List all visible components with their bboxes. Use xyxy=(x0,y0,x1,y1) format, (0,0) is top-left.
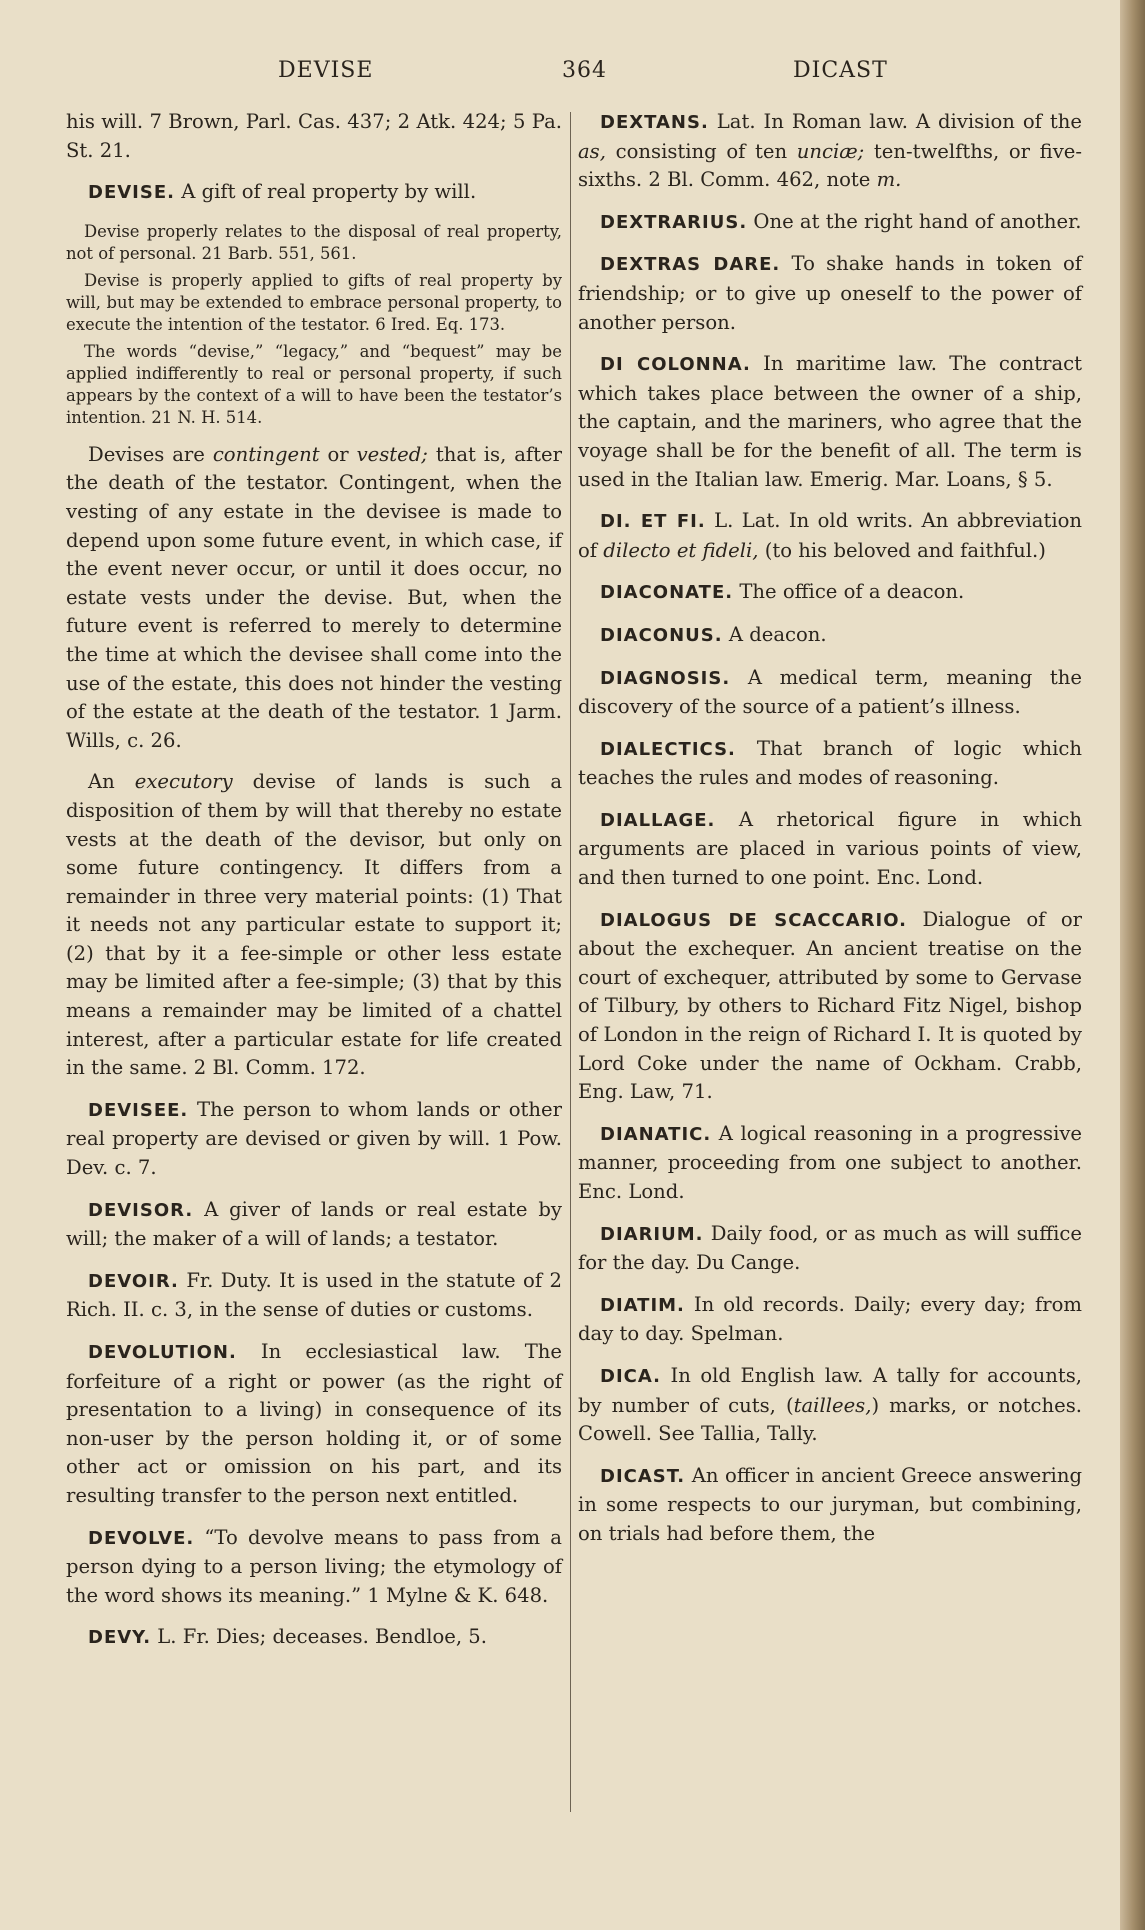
devise-paragraph xyxy=(66,768,562,1083)
entry-dianatic xyxy=(578,1120,1082,1207)
headword: DEVISEE. xyxy=(88,1099,189,1121)
right-guide-word: DICAST xyxy=(793,58,888,83)
entry-diatim xyxy=(578,1291,1082,1349)
headword: DEXTRARIUS. xyxy=(600,211,748,233)
entry-dicast xyxy=(578,1462,1082,1549)
definition: Dialogue of or about the exchequer. An ancient treatise on the court of exchequer, attributed by some to Gervase of Tilbury, by others to Richard Fitz Nigel, bishop of London in the reign of Richard I. It is quoted by Lord Coke under the name of Ockham. Crabb, Eng. Law, 71. xyxy=(578,907,1082,1104)
definition: Daily food, or as much as will suffice for the day. Du Cange. xyxy=(578,1221,1082,1275)
emphasis: as, xyxy=(578,139,606,163)
text: that is, after the death of the testator. Contingent, when the vesting of any estate in the devisee is made to depend upon some future event, in which case, if the event never occur, or until it does occur, no estate vests under the devise. But, when the future event is referred to merely to determine the time at which the devisee shall come into the use of the estate, this does not hinder the vesting of the estate at the death of the testator. 1 Jarm. Wills, c. 26. xyxy=(66,442,563,752)
text: ) marks, or notches. Cowell. See Tallia, Tally. xyxy=(578,1393,1082,1446)
headword: DIAGNOSIS. xyxy=(600,667,731,689)
headword: DIANATIC. xyxy=(600,1123,712,1145)
definition: L. Fr. Dies; deceases. Bendloe, 5. xyxy=(157,1625,488,1649)
text: (to his beloved and faithful.) xyxy=(758,538,1046,562)
headword: DEVISE. xyxy=(88,182,175,204)
headword: DI COLONNA. xyxy=(600,354,751,376)
devise-notes xyxy=(66,221,562,429)
text: ten-twelfths, or five-sixths. 2 Bl. Comm. 462, note xyxy=(578,139,1082,192)
entry-dialectics xyxy=(578,735,1082,793)
note: Devise properly relates to the disposal of real property, not of personal. 21 Barb. 551, 561. xyxy=(66,221,562,263)
text: or xyxy=(319,442,357,466)
book-gutter-edge xyxy=(1120,0,1145,1930)
entry-di-colonna xyxy=(578,350,1082,494)
emphasis: dilecto et fideli, xyxy=(603,538,759,562)
emphasis: m. xyxy=(876,168,902,192)
headword: DEVISOR. xyxy=(88,1199,194,1221)
definition: A gift of real property by will. xyxy=(181,180,477,204)
headword: DIATIM. xyxy=(600,1294,685,1316)
text: Devises are xyxy=(88,442,213,466)
entry-dextrarius xyxy=(578,208,1082,238)
headword: DEVOIR. xyxy=(88,1270,179,1292)
definition: A logical reasoning in a progressive manner, proceeding from one subject to another. Enc. Lond. xyxy=(578,1121,1083,1203)
entry-diarium xyxy=(578,1220,1082,1278)
headword: DI. ET FI. xyxy=(600,511,706,533)
definition: In maritime law. The contract which takes place between the owner of a ship, the captain, and the mariners, who agree that the voyage shall be for the benefit of all. The term is used in the Italian law. Emerig. Mar. Loans, § 5. xyxy=(578,352,1083,491)
definition: In ecclesiastical law. The forfeiture of a right or power (as the right of presentation to a living) in consequence of its non-user by the person holding it, or of some other act or omission on his part, and its resulting transfer to the person next entitled. xyxy=(66,1340,562,1507)
headword: DIALLAGE. xyxy=(600,809,716,831)
text: consisting of ten xyxy=(605,139,797,163)
page-number: 364 xyxy=(562,58,607,83)
continuation-text: his will. 7 Brown, Parl. Cas. 437; 2 Atk. 424; 5 Pa. St. 21. xyxy=(66,110,562,162)
entry-diagnosis xyxy=(578,664,1082,722)
entry-dextans xyxy=(578,108,1082,195)
headword: DIALECTICS. xyxy=(600,738,736,760)
definition: That branch of logic which teaches the rules and modes of reasoning. xyxy=(578,736,1083,790)
definition: One at the right hand of another. xyxy=(753,209,1082,233)
left-guide-word: DEVISE xyxy=(278,58,374,83)
entry-dextras-dare xyxy=(578,250,1082,337)
text: In old English law. A tally for accounts, by number of cuts, ( xyxy=(578,1363,1082,1417)
emphasis: executory xyxy=(134,770,233,794)
definition: “To devolve means to pass from a person dying to a person living; the etymology of the word shows its meaning.” 1 Mylne & K. 648. xyxy=(66,1525,562,1607)
definition: An officer in ancient Greece answering in some respects to our juryman, but combining, on trials had before them, the xyxy=(578,1463,1082,1545)
headword: DEVOLVE. xyxy=(88,1527,195,1549)
entry-devy xyxy=(66,1623,562,1653)
definition: Fr. Duty. It is used in the statute of 2 Rich. II. c. 3, in the sense of duties or customs. xyxy=(66,1268,562,1322)
headword: DEXTANS. xyxy=(600,112,709,133)
entry-diaconus xyxy=(578,621,1082,651)
devise-paragraph xyxy=(66,441,562,756)
text: An xyxy=(88,770,135,794)
entry-devolution xyxy=(66,1338,562,1511)
note: Devise is properly applied to gifts of real property by will, but may be extended to embrace personal property, to execute the intention of the testator. 6 Ired. Eq. 173. xyxy=(66,270,562,334)
emphasis: unciæ; xyxy=(796,139,865,163)
headword: DEXTRAS DARE. xyxy=(600,254,781,276)
definition: A medical term, meaning the discovery of the source of a patient’s illness. xyxy=(578,665,1082,719)
definition: A rhetorical figure in which arguments are placed in various points of view, and then turned to one point. Enc. Lond. xyxy=(578,807,1083,890)
definition: The office of a deacon. xyxy=(739,580,965,604)
text: devise of lands is such a disposition of them by will that thereby no estate vests at the death of the devisor, but only on some future contingency. It differs from a remainder in three very material points: (1) That it needs not any particular estate to support it; (2) that by it a fee-simple or other less estate may be limited after a fee-simple; (3) that by this means a remainder may be limited of a chattel interest, after a particular estate for life created in the same. 2 Bl. Comm. 172. xyxy=(66,770,563,1080)
headword: DICAST. xyxy=(600,1465,686,1487)
definition: A giver of lands or real estate by will; the maker of a will of lands; a testator. xyxy=(66,1197,562,1251)
entry-devisee xyxy=(66,1096,562,1183)
headword: DEVY. xyxy=(88,1627,152,1649)
emphasis: vested; xyxy=(356,442,428,466)
emphasis: contingent xyxy=(212,442,320,466)
definition: A deacon. xyxy=(728,622,827,646)
left-column xyxy=(66,108,562,1666)
entry-devise xyxy=(66,178,562,208)
headword: DIACONATE. xyxy=(600,582,734,604)
entry-diallage xyxy=(578,806,1082,893)
entry-di-et-fi xyxy=(578,507,1082,565)
definition: The person to whom lands or other real property are devised or given by will. 1 Pow. Dev. c. 7. xyxy=(66,1097,562,1180)
entry-dica xyxy=(578,1362,1082,1449)
definition: In old records. Daily; every day; from day to day. Spelman. xyxy=(578,1292,1082,1346)
running-head xyxy=(0,58,1120,98)
entry-devolve xyxy=(66,1524,562,1611)
entry-dialogus-de-scaccario xyxy=(578,906,1082,1107)
text: L. Lat. In old writs. An abbreviation of xyxy=(578,509,1082,562)
entry-devisor xyxy=(66,1196,562,1254)
text: Lat. In Roman law. A division of the xyxy=(716,110,1082,133)
emphasis: taillees, xyxy=(793,1393,872,1417)
entry-devoir xyxy=(66,1267,562,1325)
headword: DICA. xyxy=(600,1365,661,1387)
right-column xyxy=(578,108,1082,1562)
definition: To shake hands in token of friendship; or to give up oneself to the power of another person. xyxy=(578,252,1083,334)
headword: DIALOGUS DE SCACCARIO. xyxy=(600,909,907,931)
headword: DEVOLUTION. xyxy=(88,1342,237,1363)
entry-diaconate xyxy=(578,578,1082,608)
note: The words “devise,” “legacy,” and “bequest” may be applied indifferently to real or personal property, if such appears by the context of a will to have been the testator’s intention. 21 N. H. 514. xyxy=(66,341,562,427)
headword: DIARIUM. xyxy=(600,1223,704,1245)
headword: DIACONUS. xyxy=(600,624,723,646)
column-rule xyxy=(570,112,571,1812)
